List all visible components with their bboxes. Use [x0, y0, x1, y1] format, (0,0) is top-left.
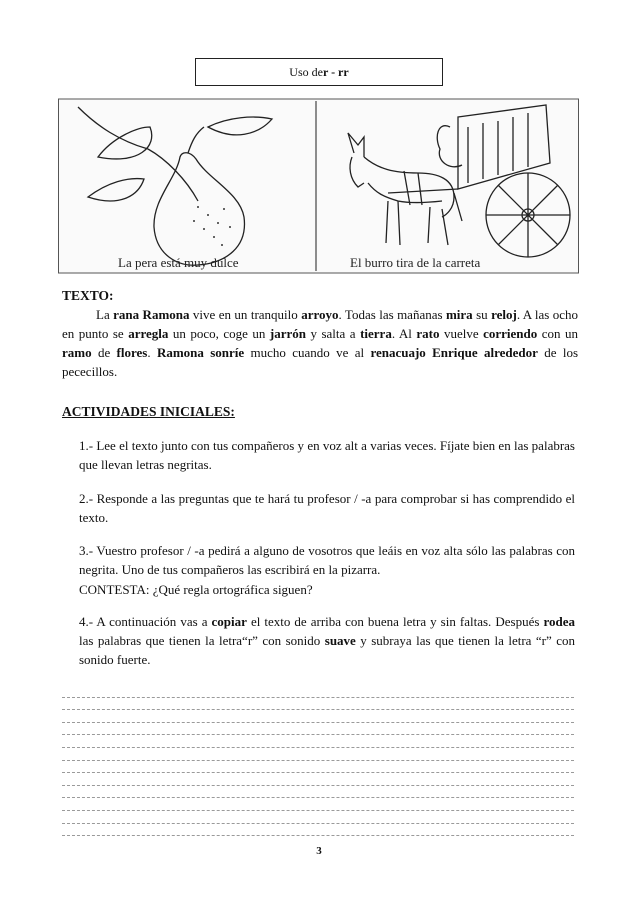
activity-item-4: [79, 612, 575, 669]
text-run: con un: [537, 326, 578, 341]
writing-line: [62, 773, 574, 786]
illustration: [58, 97, 579, 275]
text-run: vive en un tranquilo: [189, 307, 302, 322]
text-run: mucho cuando ve al: [244, 345, 371, 360]
bold-word: copiar: [211, 614, 247, 629]
illustration-drawing: [58, 97, 579, 275]
text-run: vuelve: [439, 326, 484, 341]
text-run: . Al: [391, 326, 417, 341]
bold-word: arregla: [128, 326, 169, 341]
bold-word: tierra: [360, 326, 392, 341]
left-caption: La pera está muy dulce: [118, 255, 239, 270]
writing-line: [62, 824, 574, 837]
bold-word: reloj: [491, 307, 517, 322]
right-caption: El burro tira de la carreta: [350, 255, 481, 270]
bold-word: flores: [116, 345, 148, 360]
bold-word: corriendo: [483, 326, 538, 341]
contesta-question: CONTESTA: ¿Qué regla ortográfica siguen?: [79, 582, 313, 597]
bold-word: mira: [445, 307, 473, 322]
texto-body: [62, 305, 578, 381]
writing-line: [62, 698, 574, 711]
text-run: .: [147, 345, 157, 360]
writing-line: [62, 811, 574, 824]
writing-line: [62, 748, 574, 761]
actividades-heading-wrap: [62, 402, 578, 421]
bold-word: Ramona sonríe: [156, 345, 245, 360]
title-bold: r - rr: [322, 64, 349, 79]
text-run: de: [91, 345, 117, 360]
bold-word: arroyo: [301, 307, 339, 322]
text-run: un poco, coge un: [168, 326, 270, 341]
title-prefix: Uso de: [289, 64, 323, 79]
bold-word: suave: [324, 633, 356, 648]
texto-heading: TEXTO:: [62, 288, 114, 303]
page-number: 3: [316, 845, 322, 857]
texto-section: [62, 286, 578, 381]
text-run: su: [472, 307, 492, 322]
text-run: . Todas las mañanas: [338, 307, 446, 322]
writing-line: [62, 710, 574, 723]
bold-word: rato: [416, 326, 440, 341]
text-run: el texto de arriba con buena letra y sin faltas. Después: [246, 614, 544, 629]
activity-item-1: 1.- Lee el texto junto con tus compañeros y en voz alt a varias veces. Fíjate bien en las palabras que llevan letras negritas.: [79, 438, 575, 472]
text-run: y salta a: [306, 326, 361, 341]
writing-line: [62, 735, 574, 748]
bold-word: rana Ramona: [113, 307, 190, 322]
texto-paragraph: [62, 307, 578, 379]
text-run: . A las ocho en punto se: [62, 307, 579, 341]
text-run: las palabras que tienen la letra“r” con sonido: [79, 633, 325, 648]
title-box: [195, 58, 443, 86]
activity-item-3: 3.- Vuestro profesor / -a pedirá a alguno de vosotros que leáis en voz alta sólo las palabras con negrita. Uno de tus compañeros las escribirá en la pizarra.: [79, 543, 575, 577]
bold-word: renacuajo Enrique alrededor: [370, 345, 538, 360]
bold-word: jarrón: [269, 326, 306, 341]
text-run: de los pececillos.: [62, 345, 579, 379]
writing-line: [62, 798, 574, 811]
writing-lines: [62, 685, 574, 836]
text-run: La: [96, 307, 114, 322]
text-run: y subraya las que tienen la letra “r” con sonido fuerte.: [79, 633, 575, 667]
writing-line: [62, 761, 574, 774]
text-run: 4.- A continuación vas a: [79, 614, 212, 629]
writing-line: [62, 786, 574, 799]
bold-word: ramo: [62, 345, 92, 360]
bold-word: rodea: [543, 614, 575, 629]
activity-item-2: 2.- Responde a las preguntas que te hará tu profesor / -a para comprobar si has comprendido el texto.: [79, 491, 575, 525]
writing-line: [62, 723, 574, 736]
writing-line: [62, 685, 574, 698]
actividades-heading: ACTIVIDADES INICIALES:: [62, 404, 235, 419]
